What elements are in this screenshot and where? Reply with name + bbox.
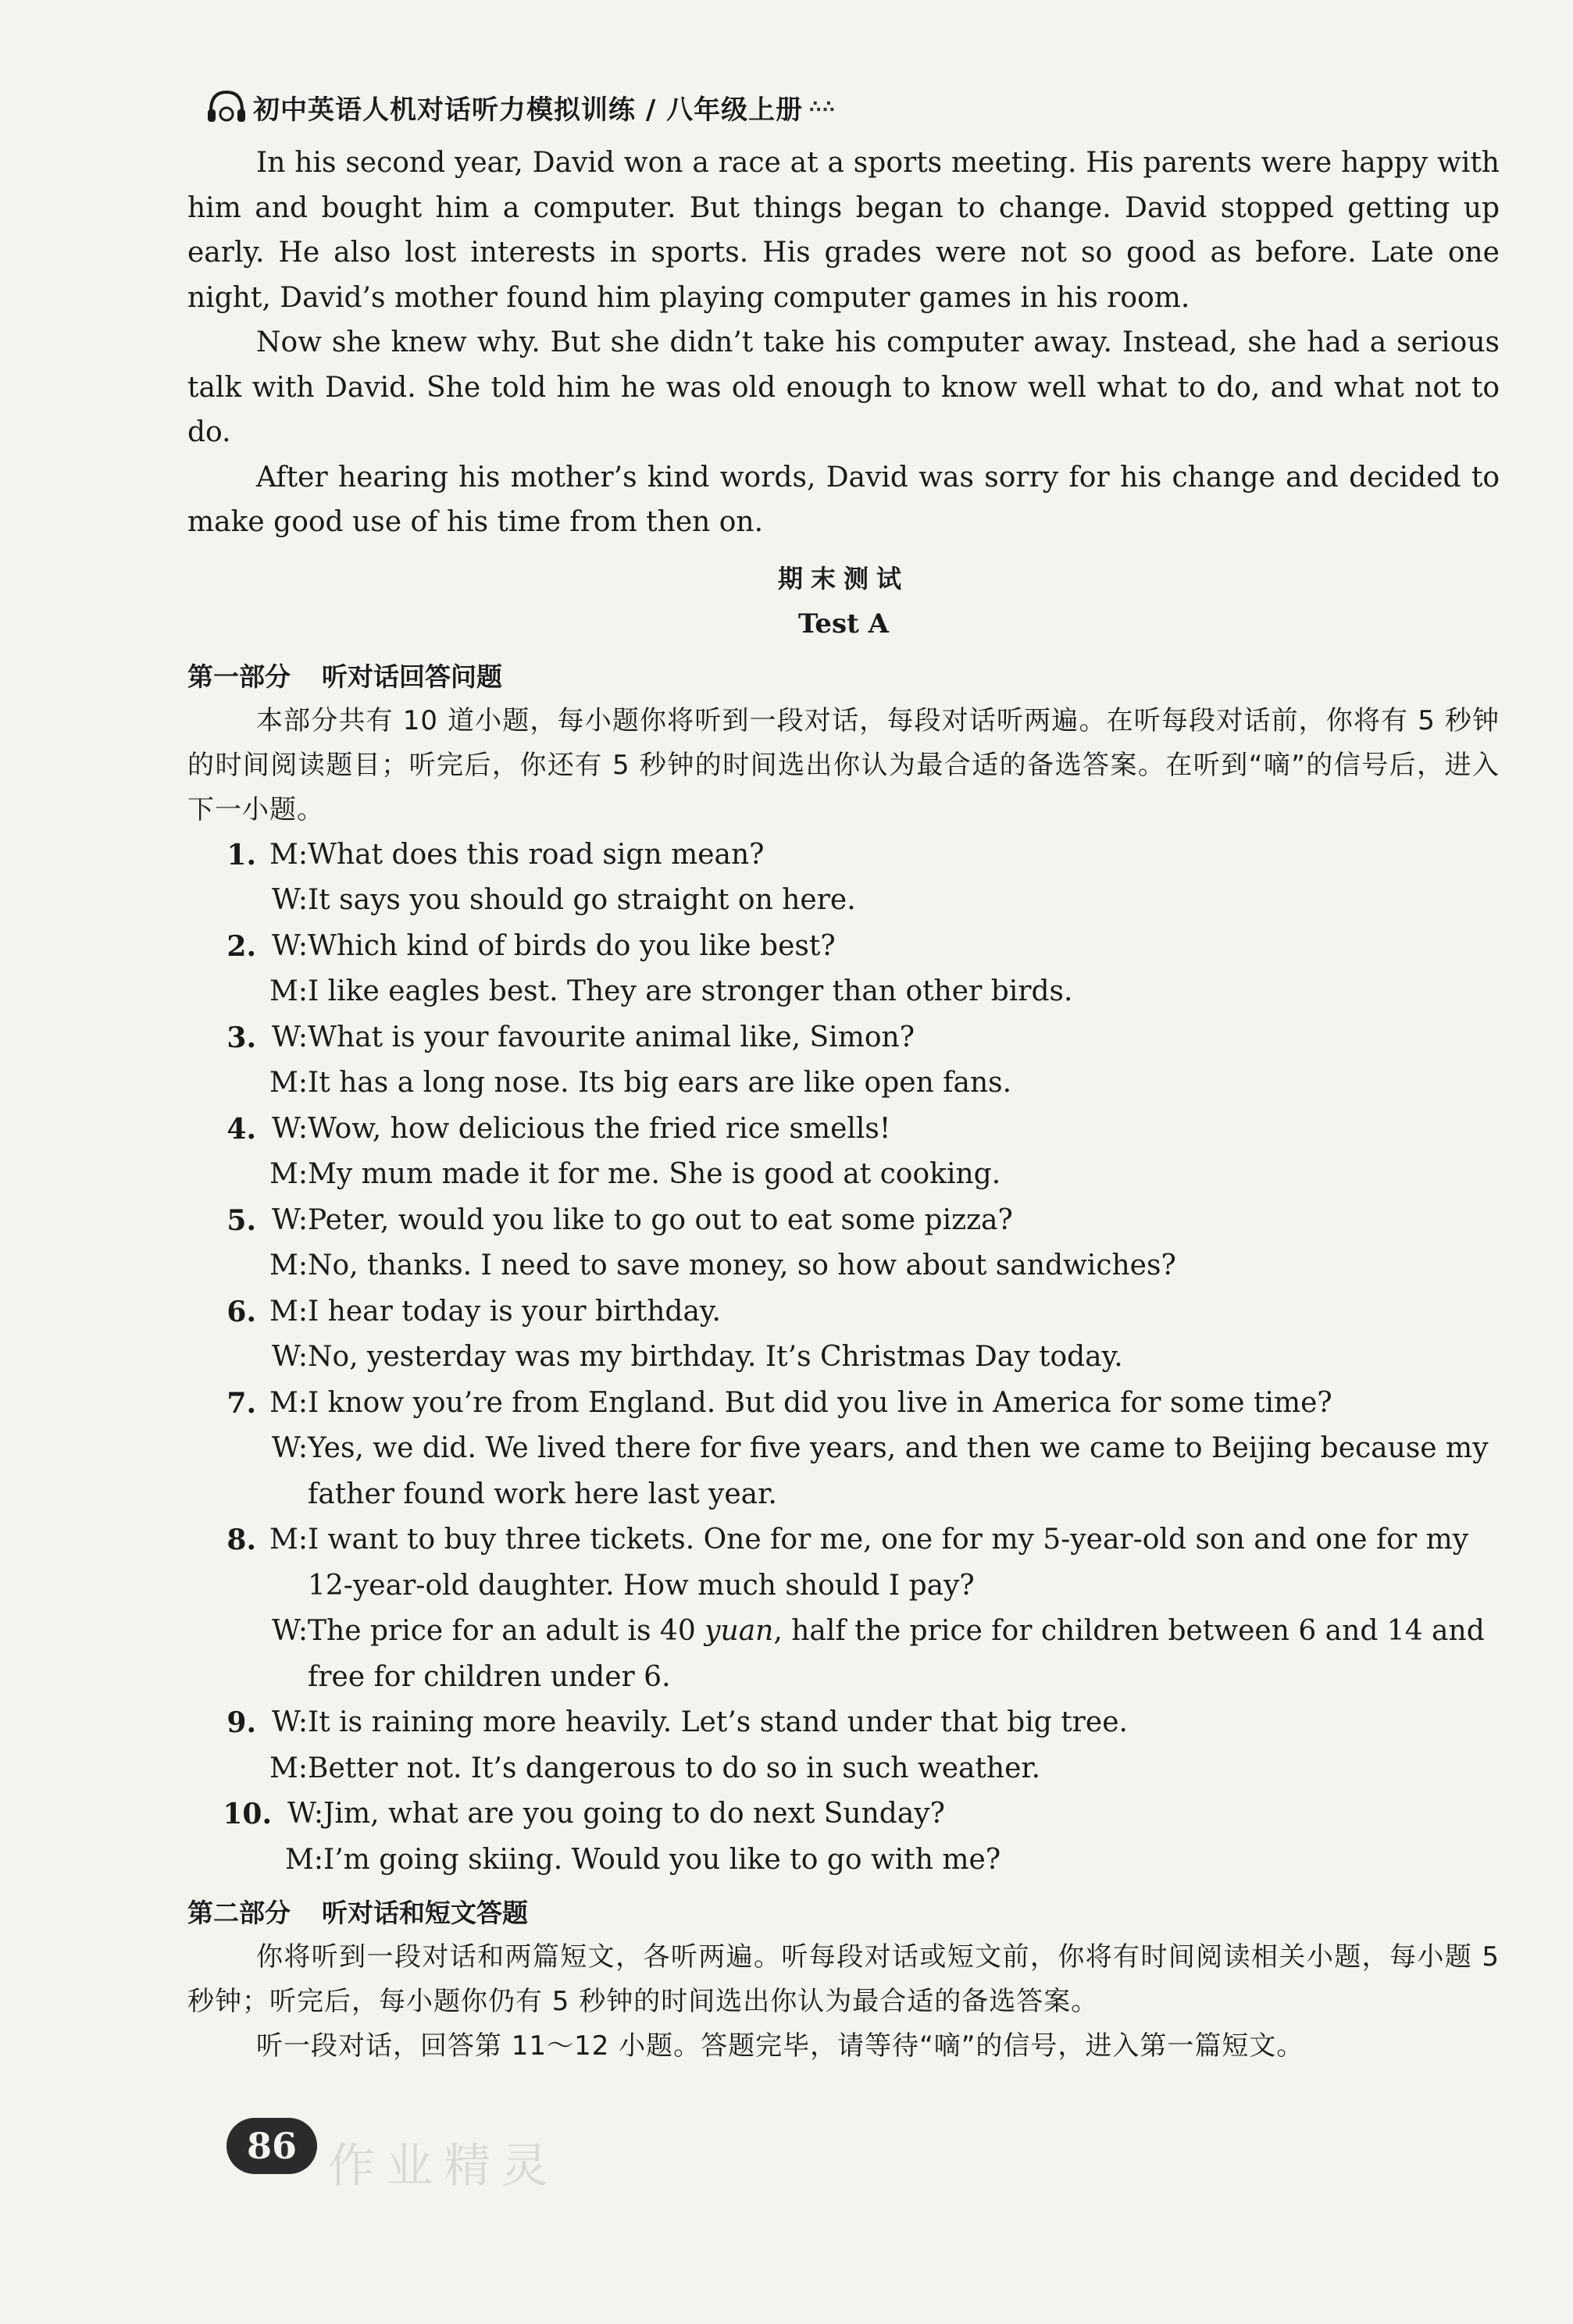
test-title: 期末测试: [777, 563, 909, 593]
part2-heading-text: 听对话和短文答题: [322, 1898, 528, 1928]
dialogue-text: Better not. It’s dangerous to do so in such weather.: [308, 1752, 1041, 1784]
dialogue-text: Peter, would you like to go out to eat some pizza?: [308, 1203, 1013, 1236]
dialogue-text: Which kind of birds do you like best?: [308, 929, 836, 962]
part2-heading-num: 第二部分: [187, 1898, 291, 1928]
story-paragraph-3: After hearing his mother’s kind words, David was sorry for his change and decided to make good use of his time from then on.: [187, 461, 1500, 538]
dialogue-text: Jim, what are you going to do next Sunday?: [323, 1798, 945, 1830]
dialogue-line: [187, 1015, 1500, 1061]
dialogue-text: I want to buy three tickets. One for me, one for my 5-year-old son and one for my 12-year-old daughter. How much should I pay?: [308, 1524, 1469, 1602]
header-title: 初中英语人机对话听力模拟训练 / 八年级上册: [253, 94, 804, 126]
test-subtitle: Test A: [797, 608, 890, 640]
part1-heading-text: 听对话回答问题: [322, 661, 502, 692]
speaker: W:: [271, 884, 308, 916]
question-number: 3.: [226, 1021, 256, 1054]
dialogue-text: Yes, we did. We lived there for five years, and then we came to Beijing because my father found work here last year.: [308, 1432, 1489, 1510]
part2-instructions: 你将听到一段对话和两篇短文，各听两遍。听每段对话或短文前，你将有时间阅读相关小题，每小题 5 秒钟；听完后，每小题你仍有 5 秒钟的时间选出你认为最合适的备选答案。: [187, 1941, 1500, 2017]
dialogue-line: [187, 1381, 1500, 1427]
question-number: 9.: [226, 1706, 256, 1739]
question-number: 1.: [226, 838, 256, 872]
header-dots: ∴∴: [809, 97, 836, 117]
currency-term: yuan: [704, 1615, 774, 1647]
dialogue-text: No, yesterday was my birthday. It’s Christmas Day today.: [308, 1341, 1123, 1373]
dialogue-line: [187, 1609, 1500, 1700]
dialogue-line: [187, 924, 1500, 970]
dialogue-line: [187, 1152, 1500, 1198]
dialogue-line: [187, 832, 1500, 879]
question-number: 2.: [226, 929, 256, 963]
dialogue-text: I like eagles best. They are stronger than other birds.: [308, 975, 1073, 1007]
dialogue-text: [308, 1609, 1500, 1700]
question-number: 10.: [223, 1798, 272, 1830]
speaker: W:: [271, 1706, 308, 1738]
story-paragraph-1: In his second year, David won a race at a sports meeting. His parents were happy with him and bought him a computer. But things began to change. David stopped getting up early. He also lost interests in sports. His grades were not so good as before. Late one night, David’s mother found him playing computer games in his room.: [187, 147, 1500, 314]
story-paragraph-2: Now she knew why. But she didn’t take his computer away. Instead, she had a serious talk with David. She told him he was old enough to know well what to do, and what not to do.: [187, 326, 1500, 448]
dialogue-text: What is your favourite animal like, Simon?: [308, 1021, 915, 1053]
dialogue-line: [187, 1791, 1500, 1837]
dialogue-line: [187, 1746, 1500, 1792]
speaker: M:: [269, 1752, 308, 1784]
speaker: W:: [271, 1341, 308, 1373]
speaker: W:: [271, 1432, 308, 1464]
dialogue-text: I hear today is your birthday.: [308, 1295, 721, 1328]
headphones-icon: [205, 87, 248, 127]
page-number: 86: [226, 2118, 317, 2174]
dialogue-line: [187, 1335, 1500, 1381]
part2-note: 听一段对话，回答第 11～12 小题。答题完毕，请等待“嘀”的信号，进入第一篇短文。: [256, 2030, 1304, 2062]
speaker: W:: [271, 929, 308, 962]
speaker: M:: [269, 1524, 308, 1556]
dialogue-line: [187, 1243, 1500, 1289]
part1-heading: [187, 654, 1500, 699]
speaker: W:: [287, 1798, 323, 1830]
part1-heading-num: 第一部分: [187, 661, 291, 692]
dialogue-line: [187, 1060, 1500, 1107]
question-number: 8.: [226, 1524, 256, 1556]
speaker: W:: [271, 1021, 308, 1053]
dialogue-text: It is raining more heavily. Let’s stand under that big tree.: [308, 1706, 1128, 1738]
dialogue-line: [187, 1517, 1500, 1609]
question-number: 5.: [226, 1203, 256, 1237]
dialogue-text: No, thanks. I need to save money, so how about sandwiches?: [308, 1249, 1176, 1281]
dialogue-text-part: The price for an adult is 40: [308, 1615, 705, 1647]
page-content: [187, 141, 1500, 2069]
speaker: W:: [271, 1112, 308, 1145]
dialogue-text: Wow, how delicious the fried rice smells!: [308, 1112, 891, 1145]
question-number: 4.: [226, 1112, 256, 1146]
speaker: W:: [271, 1615, 308, 1647]
dialogue-text-part: , half the price for children between 6 and 14 and free for children under 6.: [308, 1615, 1485, 1693]
question-number: 6.: [226, 1295, 256, 1328]
speaker: M:: [269, 975, 308, 1007]
dialogue-line: [187, 1289, 1500, 1335]
part1-instructions: 本部分共有 10 道小题，每小题你将听到一段对话，每段对话听两遍。在听每段对话前，你将有 5 秒钟的时间阅读题目；听完后，你还有 5 秒钟的时间选出你认为最合适的备选答案。在听到“嘀”的信号后，进入下一小题。: [187, 704, 1500, 825]
running-header: [205, 87, 836, 127]
speaker: M:: [269, 1386, 308, 1419]
dialogue-line: [187, 1426, 1500, 1517]
dialogue-text: My mum made it for me. She is good at cooking.: [308, 1158, 1001, 1190]
dialogue-line: [187, 1107, 1500, 1153]
dialogue-line: [187, 878, 1500, 924]
speaker: M:: [285, 1843, 323, 1876]
speaker: M:: [269, 1249, 308, 1281]
dialogue-line: [187, 1198, 1500, 1244]
speaker: W:: [271, 1203, 308, 1236]
dialogue-text: It says you should go straight on here.: [308, 884, 856, 916]
dialogue-line: [187, 1837, 1500, 1884]
question-number: 7.: [226, 1386, 256, 1420]
part2-heading: [187, 1891, 1500, 1935]
watermark: 作业精灵: [328, 2139, 559, 2194]
speaker: M:: [269, 1158, 308, 1190]
dialogue-text: What does this road sign mean?: [308, 838, 765, 871]
speaker: M:: [269, 1295, 308, 1328]
dialogue-line: [187, 1700, 1500, 1746]
dialogue-text: I’m going skiing. Would you like to go with me?: [323, 1843, 1001, 1876]
speaker: M:: [269, 838, 308, 871]
speaker: M:: [269, 1067, 308, 1099]
dialogue-line: [187, 969, 1500, 1015]
dialogue-text: It has a long nose. Its big ears are like open fans.: [308, 1067, 1012, 1099]
dialogue-text: I know you’re from England. But did you live in America for some time?: [308, 1386, 1332, 1419]
